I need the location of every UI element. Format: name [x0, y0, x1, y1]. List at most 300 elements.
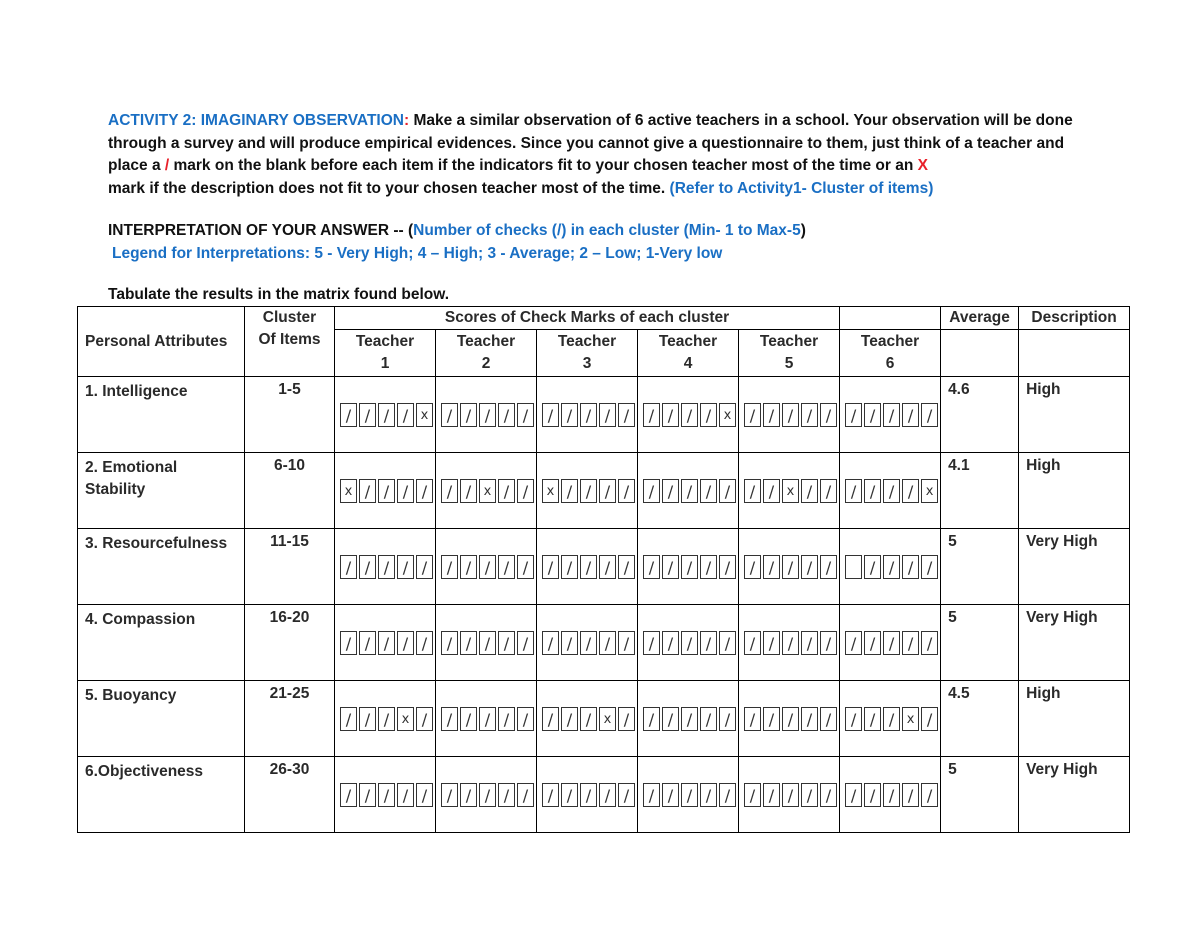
mark-box[interactable]: /: [782, 783, 799, 807]
score-cell-teacher-1: [335, 529, 436, 605]
table-row: [78, 681, 1130, 757]
mark-boxes: [744, 555, 839, 579]
mark-box[interactable]: /: [820, 555, 837, 579]
description-cell: Very High: [1019, 605, 1130, 681]
teacher-label: Teacher: [860, 333, 920, 350]
mark-box[interactable]: /: [561, 631, 578, 655]
score-cell-teacher-3: [537, 681, 638, 757]
mark-box[interactable]: /: [662, 783, 679, 807]
activity-instructions: [108, 110, 1088, 200]
score-cell-teacher-2: [436, 605, 537, 681]
cluster-cell: 1-5: [245, 377, 335, 453]
mark-boxes: [744, 707, 839, 731]
mark-box[interactable]: /: [864, 631, 881, 655]
mark-box[interactable]: /: [763, 631, 780, 655]
teacher-label: Teacher: [759, 333, 819, 350]
score-cell-teacher-6: [840, 453, 941, 529]
mark-box[interactable]: /: [902, 631, 919, 655]
mark-boxes: [542, 555, 637, 579]
mark-box[interactable]: /: [921, 707, 938, 731]
mark-boxes: [441, 479, 536, 503]
mark-box[interactable]: /: [744, 707, 761, 731]
mark-box[interactable]: /: [883, 707, 900, 731]
teacher-number: 5: [784, 355, 794, 372]
score-cell-teacher-1: [335, 757, 436, 833]
score-cell-teacher-2: [436, 529, 537, 605]
mark-boxes: [340, 555, 435, 579]
mark-box[interactable]: /: [864, 555, 881, 579]
mark-box[interactable]: /: [561, 403, 578, 427]
table-row: [78, 529, 1130, 605]
mark-box[interactable]: /: [599, 555, 616, 579]
description-cell: High: [1019, 377, 1130, 453]
mark-boxes: [441, 555, 536, 579]
mark-box[interactable]: /: [744, 783, 761, 807]
mark-box[interactable]: x: [782, 479, 799, 503]
mark-box[interactable]: /: [359, 707, 376, 731]
mark-box[interactable]: /: [618, 631, 635, 655]
mark-box[interactable]: /: [441, 783, 458, 807]
mark-boxes: [845, 631, 940, 655]
mark-box[interactable]: /: [681, 555, 698, 579]
mark-box[interactable]: /: [340, 707, 357, 731]
mark-box[interactable]: /: [883, 631, 900, 655]
mark-box[interactable]: /: [397, 555, 414, 579]
cluster-cell: 21-25: [245, 681, 335, 757]
mark-box[interactable]: /: [845, 783, 862, 807]
mark-boxes: [542, 403, 637, 427]
mark-box[interactable]: /: [460, 479, 477, 503]
mark-box[interactable]: /: [662, 707, 679, 731]
mark-box[interactable]: /: [681, 783, 698, 807]
score-cell-teacher-3: [537, 453, 638, 529]
legend-text: Legend for Interpretations: 5 - Very High; 4 – High; 3 - Average; 2 – Low; 1-Very low: [112, 245, 723, 262]
attribute-cell: 6.Objectiveness: [78, 757, 245, 833]
mark-box[interactable]: /: [416, 707, 433, 731]
description-cell: Very High: [1019, 529, 1130, 605]
mark-box[interactable]: /: [700, 707, 717, 731]
instructions-text-3: mark if the description does not fit to your chosen teacher most of the time.: [108, 179, 670, 197]
mark-box[interactable]: /: [662, 555, 679, 579]
mark-box[interactable]: /: [618, 403, 635, 427]
mark-box[interactable]: /: [845, 479, 862, 503]
score-cell-teacher-4: [638, 529, 739, 605]
mark-box[interactable]: /: [498, 707, 515, 731]
average-cell: 5: [941, 529, 1019, 605]
mark-box[interactable]: x: [340, 479, 357, 503]
mark-box[interactable]: /: [397, 479, 414, 503]
mark-box[interactable]: /: [378, 631, 395, 655]
mark-box[interactable]: /: [397, 403, 414, 427]
mark-box[interactable]: /: [921, 403, 938, 427]
mark-boxes: [643, 403, 738, 427]
mark-boxes: [744, 479, 839, 503]
teacher-label: Teacher: [557, 333, 617, 350]
mark-box[interactable]: /: [542, 783, 559, 807]
mark-box[interactable]: /: [378, 403, 395, 427]
mark-boxes: [542, 479, 637, 503]
mark-box[interactable]: /: [441, 555, 458, 579]
score-cell-teacher-5: [739, 529, 840, 605]
mark-box[interactable]: /: [719, 479, 736, 503]
mark-box[interactable]: /: [719, 783, 736, 807]
table-row: [78, 453, 1130, 529]
mark-box[interactable]: /: [845, 707, 862, 731]
mark-box[interactable]: /: [340, 555, 357, 579]
mark-box[interactable]: /: [378, 479, 395, 503]
cluster-cell: 16-20: [245, 605, 335, 681]
header-teacher-6: [840, 330, 941, 377]
mark-box[interactable]: /: [801, 707, 818, 731]
mark-box[interactable]: [845, 555, 862, 579]
table-row: [78, 757, 1130, 833]
mark-box[interactable]: /: [599, 479, 616, 503]
mark-box[interactable]: /: [643, 479, 660, 503]
mark-box[interactable]: /: [340, 783, 357, 807]
mark-box[interactable]: x: [542, 479, 559, 503]
mark-box[interactable]: /: [744, 403, 761, 427]
mark-box[interactable]: /: [902, 479, 919, 503]
mark-box[interactable]: /: [498, 631, 515, 655]
header-teacher-3: [537, 330, 638, 377]
mark-box[interactable]: /: [517, 631, 534, 655]
score-cell-teacher-6: [840, 377, 941, 453]
mark-box[interactable]: /: [378, 707, 395, 731]
activity-colon: :: [403, 112, 410, 129]
mark-box[interactable]: /: [921, 631, 938, 655]
mark-box[interactable]: /: [618, 555, 635, 579]
header-personal-attributes: Personal Attributes: [78, 307, 245, 377]
mark-box[interactable]: /: [845, 403, 862, 427]
mark-box[interactable]: /: [618, 783, 635, 807]
mark-box[interactable]: /: [820, 783, 837, 807]
score-cell-teacher-6: [840, 605, 941, 681]
header-description: Description: [1019, 307, 1130, 330]
mark-box[interactable]: /: [700, 479, 717, 503]
cluster-cell: 6-10: [245, 453, 335, 529]
mark-box[interactable]: /: [416, 783, 433, 807]
mark-box[interactable]: /: [416, 479, 433, 503]
mark-box[interactable]: /: [744, 479, 761, 503]
mark-box[interactable]: /: [763, 479, 780, 503]
mark-box[interactable]: x: [902, 707, 919, 731]
instructions-text-1: Make a similar observation of 6 active teachers in a school. Your observation will be done through a survey and will produce empirical evidences. Since you cannot give a questionnaire to them, just think of a teacher and place a: [108, 112, 1073, 174]
score-cell-teacher-5: [739, 377, 840, 453]
mark-box[interactable]: /: [763, 555, 780, 579]
score-cell-teacher-5: [739, 757, 840, 833]
mark-box[interactable]: /: [460, 555, 477, 579]
mark-box[interactable]: /: [700, 403, 717, 427]
mark-box[interactable]: /: [864, 403, 881, 427]
description-cell: Very High: [1019, 757, 1130, 833]
mark-box[interactable]: /: [700, 631, 717, 655]
mark-box[interactable]: /: [883, 783, 900, 807]
mark-box[interactable]: /: [643, 555, 660, 579]
mark-box[interactable]: /: [820, 403, 837, 427]
mark-box[interactable]: /: [580, 631, 597, 655]
mark-boxes: [744, 783, 839, 807]
interpretation-heading: INTERPRETATION OF YOUR ANSWER -- (Number of checks (/) in each cluster (Min- 1 to Max-5): [108, 222, 806, 239]
activity-label: ACTIVITY 2: IMAGINARY OBSERVATION: [108, 112, 404, 129]
mark-box[interactable]: /: [801, 555, 818, 579]
mark-box[interactable]: /: [580, 479, 597, 503]
mark-box[interactable]: /: [359, 403, 376, 427]
table-row: [78, 605, 1130, 681]
mark-boxes: [340, 403, 435, 427]
mark-box[interactable]: /: [618, 479, 635, 503]
mark-box[interactable]: /: [580, 403, 597, 427]
average-cell: 5: [941, 605, 1019, 681]
score-cell-teacher-6: [840, 529, 941, 605]
mark-box[interactable]: /: [359, 631, 376, 655]
mark-box[interactable]: /: [479, 631, 496, 655]
mark-box[interactable]: /: [416, 555, 433, 579]
mark-box[interactable]: /: [479, 707, 496, 731]
mark-box[interactable]: /: [460, 783, 477, 807]
teacher-number: 6: [885, 355, 895, 372]
header-average-blank: [941, 330, 1019, 377]
mark-box[interactable]: /: [643, 403, 660, 427]
mark-boxes: [542, 707, 637, 731]
mark-box[interactable]: /: [883, 479, 900, 503]
mark-box[interactable]: /: [744, 555, 761, 579]
score-cell-teacher-6: [840, 757, 941, 833]
score-cell-teacher-3: [537, 377, 638, 453]
mark-box[interactable]: /: [662, 631, 679, 655]
mark-boxes: [340, 479, 435, 503]
mark-box[interactable]: /: [681, 479, 698, 503]
attribute-cell: 3. Resourcefulness: [78, 529, 245, 605]
mark-box[interactable]: /: [517, 479, 534, 503]
mark-box[interactable]: /: [820, 479, 837, 503]
mark-box[interactable]: /: [744, 631, 761, 655]
mark-box[interactable]: /: [359, 479, 376, 503]
mark-box[interactable]: /: [700, 783, 717, 807]
mark-box[interactable]: /: [416, 631, 433, 655]
attribute-cell: 5. Buoyancy: [78, 681, 245, 757]
mark-boxes: [340, 707, 435, 731]
mark-box[interactable]: /: [498, 403, 515, 427]
mark-box[interactable]: /: [820, 631, 837, 655]
mark-box[interactable]: /: [681, 403, 698, 427]
mark-box[interactable]: /: [498, 555, 515, 579]
mark-box[interactable]: /: [820, 707, 837, 731]
teacher-number: 4: [683, 355, 693, 372]
mark-boxes: [643, 707, 738, 731]
score-cell-teacher-3: [537, 757, 638, 833]
cluster-cell: 26-30: [245, 757, 335, 833]
mark-box[interactable]: /: [700, 555, 717, 579]
average-cell: 4.5: [941, 681, 1019, 757]
mark-box[interactable]: /: [902, 783, 919, 807]
mark-box[interactable]: /: [782, 403, 799, 427]
mark-box[interactable]: /: [580, 783, 597, 807]
mark-box[interactable]: /: [359, 783, 376, 807]
average-cell: 4.1: [941, 453, 1019, 529]
check-mark-symbol: /: [164, 157, 170, 174]
mark-box[interactable]: /: [397, 631, 414, 655]
mark-box[interactable]: /: [542, 555, 559, 579]
mark-boxes: [643, 479, 738, 503]
mark-box[interactable]: /: [479, 403, 496, 427]
mark-box[interactable]: /: [561, 479, 578, 503]
score-cell-teacher-4: [638, 453, 739, 529]
mark-box[interactable]: /: [801, 783, 818, 807]
mark-box[interactable]: /: [902, 555, 919, 579]
mark-box[interactable]: /: [397, 783, 414, 807]
mark-box[interactable]: /: [883, 555, 900, 579]
mark-box[interactable]: /: [763, 403, 780, 427]
mark-box[interactable]: /: [599, 631, 616, 655]
mark-box[interactable]: /: [782, 555, 799, 579]
mark-box[interactable]: /: [801, 403, 818, 427]
mark-box[interactable]: /: [479, 555, 496, 579]
mark-box[interactable]: /: [883, 403, 900, 427]
mark-box[interactable]: x: [479, 479, 496, 503]
mark-box[interactable]: /: [460, 707, 477, 731]
mark-box[interactable]: /: [580, 707, 597, 731]
mark-box[interactable]: /: [719, 555, 736, 579]
attribute-cell: 1. Intelligence: [78, 377, 245, 453]
mark-boxes: [643, 783, 738, 807]
score-cell-teacher-5: [739, 605, 840, 681]
mark-box[interactable]: /: [580, 555, 597, 579]
mark-box[interactable]: /: [517, 555, 534, 579]
header-average: Average: [941, 307, 1019, 330]
mark-box[interactable]: /: [561, 555, 578, 579]
mark-box[interactable]: /: [479, 783, 496, 807]
mark-box[interactable]: /: [643, 783, 660, 807]
average-cell: 4.6: [941, 377, 1019, 453]
mark-box[interactable]: /: [460, 631, 477, 655]
mark-box[interactable]: /: [599, 783, 616, 807]
mark-box[interactable]: /: [801, 631, 818, 655]
teacher-number: 3: [582, 355, 592, 372]
mark-boxes: [441, 631, 536, 655]
mark-box[interactable]: /: [864, 479, 881, 503]
score-cell-teacher-1: [335, 681, 436, 757]
header-teacher-1: [335, 330, 436, 377]
header-description-blank: [1019, 330, 1130, 377]
mark-box[interactable]: /: [441, 631, 458, 655]
mark-box[interactable]: /: [378, 555, 395, 579]
mark-box[interactable]: /: [681, 631, 698, 655]
interpretation-detail: Number of checks (/) in each cluster (Min- 1 to Max-5: [413, 222, 801, 239]
mark-box[interactable]: /: [542, 403, 559, 427]
header-scores: Scores of Check Marks of each cluster: [335, 307, 840, 330]
mark-boxes: [845, 783, 940, 807]
score-cell-teacher-3: [537, 605, 638, 681]
mark-box[interactable]: /: [441, 707, 458, 731]
mark-box[interactable]: /: [517, 707, 534, 731]
results-matrix: [77, 306, 1130, 833]
mark-box[interactable]: x: [397, 707, 414, 731]
mark-box[interactable]: /: [618, 707, 635, 731]
score-cell-teacher-3: [537, 529, 638, 605]
mark-box[interactable]: /: [681, 707, 698, 731]
mark-box[interactable]: /: [719, 631, 736, 655]
mark-box[interactable]: /: [719, 707, 736, 731]
mark-box[interactable]: /: [517, 783, 534, 807]
mark-box[interactable]: /: [517, 403, 534, 427]
score-cell-teacher-5: [739, 681, 840, 757]
mark-boxes: [744, 403, 839, 427]
score-cell-teacher-2: [436, 757, 537, 833]
mark-boxes: [340, 631, 435, 655]
mark-box[interactable]: /: [441, 403, 458, 427]
header-empty: [840, 307, 941, 330]
mark-box[interactable]: x: [921, 479, 938, 503]
mark-boxes: [744, 631, 839, 655]
mark-box[interactable]: /: [561, 783, 578, 807]
mark-boxes: [441, 783, 536, 807]
mark-box[interactable]: /: [359, 555, 376, 579]
cluster-cell: 11-15: [245, 529, 335, 605]
mark-box[interactable]: /: [561, 707, 578, 731]
mark-box[interactable]: /: [498, 783, 515, 807]
mark-box[interactable]: /: [662, 479, 679, 503]
mark-boxes: [340, 783, 435, 807]
mark-box[interactable]: /: [643, 631, 660, 655]
score-cell-teacher-4: [638, 757, 739, 833]
mark-box[interactable]: /: [864, 707, 881, 731]
header-teacher-2: [436, 330, 537, 377]
mark-box[interactable]: /: [340, 631, 357, 655]
instructions-text-2: mark on the blank before each item if the indicators fit to your chosen teacher most of the time or an: [169, 157, 918, 174]
x-mark-symbol: X: [917, 157, 928, 174]
teacher-number: 1: [380, 355, 390, 372]
score-cell-teacher-2: [436, 681, 537, 757]
mark-box[interactable]: /: [441, 479, 458, 503]
mark-box[interactable]: /: [542, 707, 559, 731]
score-cell-teacher-5: [739, 453, 840, 529]
mark-boxes: [542, 783, 637, 807]
refer-note: (Refer to Activity1- Cluster of items): [669, 179, 934, 197]
mark-box[interactable]: /: [921, 783, 938, 807]
mark-box[interactable]: /: [542, 631, 559, 655]
mark-box[interactable]: /: [498, 479, 515, 503]
mark-box[interactable]: x: [719, 403, 736, 427]
mark-box[interactable]: /: [864, 783, 881, 807]
mark-box[interactable]: x: [416, 403, 433, 427]
mark-box[interactable]: /: [782, 631, 799, 655]
mark-box[interactable]: /: [662, 403, 679, 427]
score-cell-teacher-6: [840, 681, 941, 757]
description-cell: High: [1019, 453, 1130, 529]
mark-box[interactable]: /: [782, 707, 799, 731]
mark-boxes: [643, 631, 738, 655]
header-teacher-4: [638, 330, 739, 377]
score-cell-teacher-4: [638, 605, 739, 681]
mark-box[interactable]: /: [378, 783, 395, 807]
mark-box[interactable]: /: [921, 555, 938, 579]
mark-boxes: [845, 555, 940, 579]
mark-box[interactable]: /: [460, 403, 477, 427]
mark-box[interactable]: /: [763, 707, 780, 731]
mark-box[interactable]: /: [599, 403, 616, 427]
mark-box[interactable]: /: [763, 783, 780, 807]
mark-box[interactable]: x: [599, 707, 616, 731]
score-cell-teacher-2: [436, 453, 537, 529]
score-cell-teacher-1: [335, 605, 436, 681]
mark-box[interactable]: /: [845, 631, 862, 655]
attribute-cell: 4. Compassion: [78, 605, 245, 681]
score-cell-teacher-4: [638, 681, 739, 757]
mark-box[interactable]: /: [340, 403, 357, 427]
mark-box[interactable]: /: [643, 707, 660, 731]
mark-box[interactable]: /: [902, 403, 919, 427]
mark-box[interactable]: /: [801, 479, 818, 503]
